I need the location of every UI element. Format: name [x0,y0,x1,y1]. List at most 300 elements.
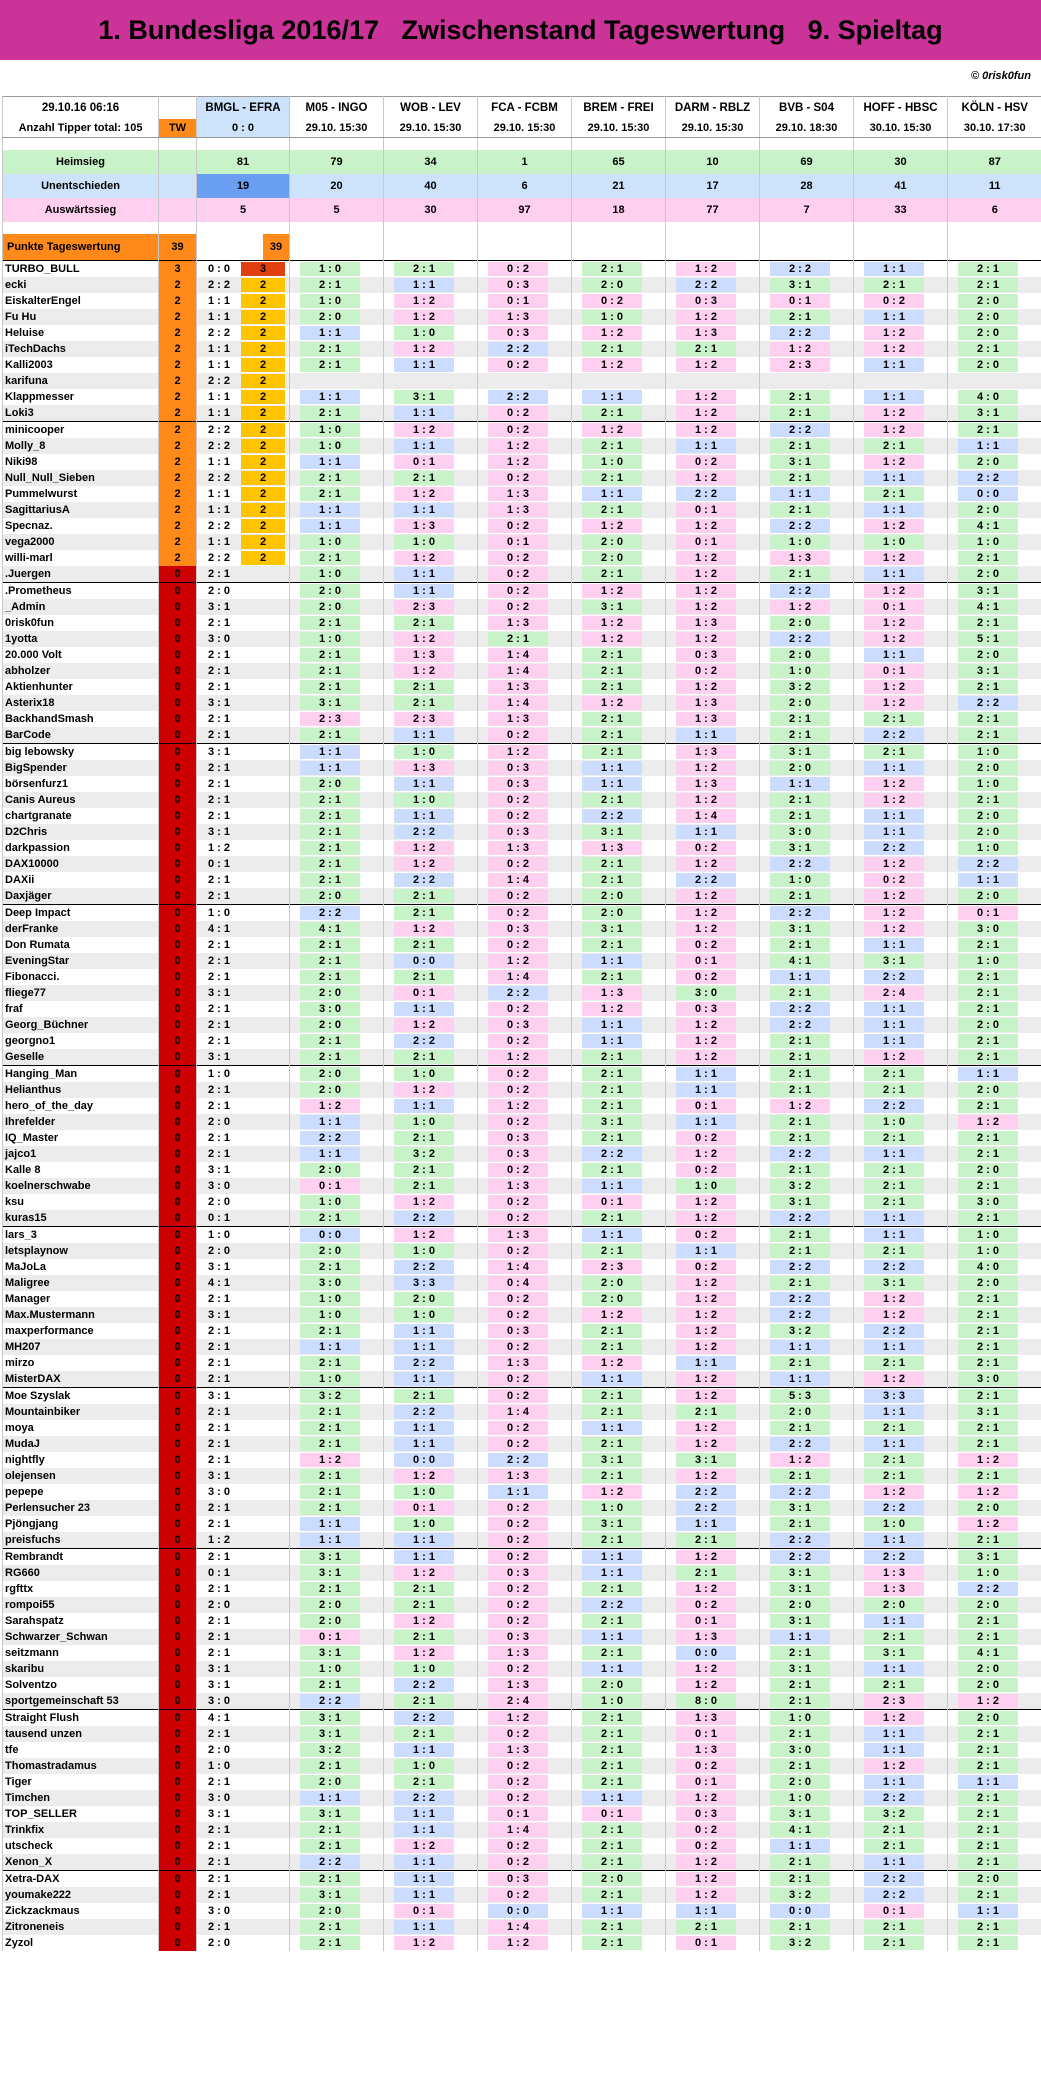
tipper-row [3,1838,1041,1854]
match-tip: 2 : 1 [300,664,360,678]
match-tip: 2 : 2 [770,584,830,598]
match-tip: 2 : 0 [958,294,1018,308]
match-tip: 1 : 2 [582,326,642,340]
tipper-tw: 0 [174,1003,181,1015]
tipper-row [3,422,1041,439]
tipper-row [3,373,1041,389]
bmgl-tip: 3 : 1 [207,1470,230,1482]
tipper-tw: 2 [174,488,181,500]
match-tip: 0 : 2 [488,423,548,437]
match-tip: 1 : 4 [488,970,548,984]
stat-value: 20 [330,180,343,192]
match-tip: 1 : 1 [582,954,642,968]
match-tip: 1 : 2 [394,551,454,565]
match-tip: 2 : 2 [864,1550,924,1564]
match-tip: 2 : 1 [770,1050,830,1064]
match-tip: 1 : 1 [864,1405,924,1419]
match-tip: 2 : 1 [300,278,360,292]
match-tip: 0 : 2 [488,1067,548,1081]
match-tip: 0 : 3 [488,1630,548,1644]
tipper-name: Perlensucher 23 [5,1502,90,1514]
match-tip: 0 : 2 [488,1244,548,1258]
match-tip: 2 : 2 [864,1501,924,1515]
tipper-name: Kalli2003 [5,359,53,371]
match-tip: 1 : 1 [864,1775,924,1789]
tipper-row [3,1130,1041,1146]
match-tip: 1 : 1 [394,503,454,517]
match-tip: 1 : 2 [864,423,924,437]
match-tip: 2 : 1 [958,1034,1018,1048]
match-tip: 2 : 1 [394,471,454,485]
tipper-row [3,325,1041,341]
bmgl-tip: 2 : 1 [207,649,230,661]
match-tip: 1 : 2 [394,423,454,437]
match-tip: 2 : 1 [864,1678,924,1692]
match-tip: 2 : 2 [770,326,830,340]
match-tip: 2 : 1 [582,503,642,517]
bmgl-tip: 3 : 0 [207,1486,230,1498]
tipper-row [3,1806,1041,1822]
points-tw: 39 [171,241,184,253]
tipper-name: georgno1 [5,1035,56,1047]
tipper-tw: 0 [174,1647,181,1659]
match-tip: 2 : 1 [864,745,924,759]
tipper-row [3,1597,1041,1613]
bmgl-tip: 0 : 1 [207,1212,230,1224]
match-tip: 1 : 3 [394,761,454,775]
bmgl-tip: 2 : 1 [207,1341,230,1353]
tipper-row [3,1388,1041,1405]
match-tip: 1 : 0 [582,1694,642,1708]
stat-value: 19 [236,180,250,192]
bmgl-tip: 2 : 2 [207,520,230,532]
match-tip: 0 : 3 [676,1002,736,1016]
tipper-row [3,1484,1041,1500]
match-tip: 3 : 1 [300,1550,360,1564]
tipper-tw: 0 [174,1744,181,1756]
match-tip: 1 : 2 [394,632,454,646]
tipper-tw: 2 [174,359,181,371]
bmgl-points [241,712,285,726]
match-tip: 1 : 1 [864,471,924,485]
match-tip: 2 : 2 [958,857,1018,871]
match-tip: 1 : 1 [864,1147,924,1161]
match-tip: 1 : 2 [676,1147,736,1161]
match-tip: 2 : 1 [394,1582,454,1596]
tipper-tw: 2 [174,295,181,307]
match-tip: 1 : 2 [676,584,736,598]
tipper-name: Zyzol [5,1937,34,1949]
match-tip: 1 : 1 [864,1228,924,1242]
tipper-name: Xenon_X [5,1856,53,1868]
match-tip: 2 : 1 [770,809,830,823]
match-tip: 0 : 3 [488,825,548,839]
match-tip: 1 : 2 [394,1614,454,1628]
bmgl-points [241,1517,285,1531]
tipper-tw: 0 [174,1631,181,1643]
match-time: 30.10. 15:30 [869,122,932,134]
match-tip: 0 : 2 [488,551,548,565]
tipper-name: 0risk0fun [5,617,54,629]
bmgl-points [241,1888,285,1902]
match-tip: 0 : 2 [864,294,924,308]
match-tip: 1 : 0 [864,1115,924,1129]
match-tip: 2 : 1 [958,970,1018,984]
match-tip: 2 : 1 [582,1823,642,1837]
tipper-tw: 0 [174,794,181,806]
match-tip: 2 : 1 [958,1308,1018,1322]
match-tip: 1 : 3 [676,777,736,791]
match-tip: 2 : 1 [864,1920,924,1934]
match-tip: 0 : 2 [488,938,548,952]
match-tip: 1 : 3 [676,745,736,759]
match-tip: 1 : 2 [394,664,454,678]
match-tip: 2 : 2 [394,1405,454,1419]
match-tip: 2 : 1 [394,616,454,630]
match-tip: 2 : 1 [958,680,1018,694]
bmgl-tip: 2 : 2 [207,327,230,339]
tipper-row [3,1549,1041,1566]
match-tip: 1 : 1 [394,1823,454,1837]
tipper-row [3,1339,1041,1355]
tipper-name: MisterDAX [5,1373,61,1385]
tipper-name: _Admin [5,601,46,613]
match-tip: 1 : 2 [864,889,924,903]
match-tip: 2 : 1 [958,1147,1018,1161]
tipper-row [3,1371,1041,1388]
tipper-tw: 0 [174,939,181,951]
tipper-name: TURBO_BULL [5,263,80,275]
match-tip: 2 : 2 [770,857,830,871]
match-tip: 2 : 1 [300,1823,360,1837]
match-tip: 2 : 1 [394,1163,454,1177]
match-tip: 1 : 1 [864,938,924,952]
match-tip: 0 : 2 [676,1598,736,1612]
match-tip: 2 : 1 [770,1469,830,1483]
match-tip: 2 : 4 [488,1694,548,1708]
tipper-row [3,1420,1041,1436]
match-tip: 1 : 2 [676,761,736,775]
stat-value: 18 [612,204,625,216]
bmgl-points: 2 [241,406,285,420]
match-tip: 2 : 2 [394,1711,454,1725]
bmgl-points [241,857,285,871]
match-tip: 1 : 0 [770,535,830,549]
tipper-name: Loki3 [5,407,34,419]
tipper-row [3,1871,1041,1888]
match-tip: 1 : 2 [488,1936,548,1950]
tipper-tw: 0 [174,1905,181,1917]
match-tip: 1 : 3 [488,1179,548,1193]
bmgl-tip: 2 : 0 [207,1116,230,1128]
tipper-tw: 0 [174,858,181,870]
match-tip: 1 : 4 [488,1823,548,1837]
stat-value: 28 [800,180,813,192]
tipper-name: Canis Aureus [5,794,76,806]
match-tip: 2 : 1 [300,1324,360,1338]
bmgl-tip: 2 : 1 [207,762,230,774]
match-tip: 2 : 1 [958,1855,1018,1869]
match-tip: 2 : 1 [958,1421,1018,1435]
match-tip: 4 : 1 [958,600,1018,614]
match-tip: 1 : 0 [300,1308,360,1322]
tipper-row [3,679,1041,695]
match-tip: 1 : 1 [864,390,924,404]
tipper-row [3,1114,1041,1130]
tipper-row [3,534,1041,550]
match-tip: 2 : 1 [582,1067,642,1081]
match-tip: 2 : 0 [958,648,1018,662]
match-tip: 1 : 4 [488,873,548,887]
tipper-name: rgfttx [5,1583,34,1595]
match-tip: 2 : 0 [300,889,360,903]
match-tip [582,374,642,388]
bmgl-points: 2 [241,294,285,308]
match-tip: 1 : 1 [958,1775,1018,1789]
tipper-name: Pjöngjang [5,1518,59,1530]
tipper-name: Asterix18 [5,697,55,709]
points-bmgl: 39 [263,234,289,260]
match-tip: 1 : 1 [582,1018,642,1032]
tipper-tw: 2 [174,375,181,387]
tipper-name: Mountainbiker [5,1406,81,1418]
match-tip: 1 : 2 [676,1872,736,1886]
header-date: 29.10.16 06:16 [41,102,120,114]
match-tip: 2 : 1 [864,1179,924,1193]
tipper-name: Solventzo [5,1679,57,1691]
tipper-name: jajco1 [5,1148,37,1160]
tipper-tw: 0 [174,1824,181,1836]
match-tip: 2 : 0 [958,1678,1018,1692]
match-tip: 0 : 2 [676,1228,736,1242]
bmgl-tip: 2 : 1 [207,1921,230,1933]
match-tip: 3 : 1 [300,1711,360,1725]
match-tip: 2 : 1 [864,1195,924,1209]
match-tip: 2 : 1 [770,712,830,726]
match-tip: 2 : 1 [394,1727,454,1741]
match-tip: 1 : 1 [394,1002,454,1016]
match-tip: 1 : 4 [488,648,548,662]
tipper-name: Hanging_Man [5,1068,78,1080]
match-tip: 1 : 1 [300,1115,360,1129]
bmgl-points [241,1904,285,1918]
match-tip: 2 : 1 [300,648,360,662]
match-tip: 2 : 2 [394,1678,454,1692]
tipper-name: lars_3 [5,1229,37,1241]
tipper-tw: 0 [174,1390,181,1402]
match-tip: 2 : 1 [394,262,454,276]
tipper-tw: 0 [174,1100,181,1112]
match-tip: 2 : 1 [300,873,360,887]
bmgl-points [241,1839,285,1853]
bmgl-tip: 2 : 1 [207,1325,230,1337]
bmgl-tip: 2 : 1 [207,1035,230,1047]
match-tip: 2 : 1 [582,1759,642,1773]
match-tip: 2 : 1 [394,889,454,903]
match-tip: 3 : 1 [582,1115,642,1129]
match-tip: 1 : 0 [770,1711,830,1725]
bmgl-points [241,1437,285,1451]
stat-value: 17 [706,180,719,192]
tipper-tw: 0 [174,778,181,790]
tipper-name: TOP_SELLER [5,1808,77,1820]
match-tip: 2 : 0 [582,889,642,903]
tipper-row [3,1243,1041,1259]
match-tip: 0 : 2 [488,1533,548,1547]
match-tip: 3 : 2 [770,1888,830,1902]
match-tip: 2 : 1 [770,439,830,453]
bmgl-points: 2 [241,423,285,437]
match-tip: 2 : 2 [770,906,830,920]
match-tip: 1 : 2 [488,1050,548,1064]
match-tip: 2 : 2 [770,1147,830,1161]
bmgl-tip: 1 : 0 [207,1229,230,1241]
tipper-row [3,357,1041,373]
match-tip: 1 : 1 [864,358,924,372]
tipper-row [3,486,1041,502]
match-tip: 2 : 1 [958,793,1018,807]
match-tip: 2 : 1 [300,1759,360,1773]
stat-value: 11 [988,180,1001,192]
match-tip: 2 : 2 [770,1018,830,1032]
match-tip: 1 : 1 [864,1533,924,1547]
tipper-tw: 0 [174,874,181,886]
tipper-name: willi-marl [5,552,53,564]
match-tip: 3 : 0 [770,1743,830,1757]
match-tip: 2 : 1 [300,1839,360,1853]
match-tip: 2 : 0 [300,1598,360,1612]
match-tip: 3 : 1 [770,922,830,936]
match-tip: 0 : 1 [676,1614,736,1628]
match-tip: 1 : 2 [676,889,736,903]
match-tip: 2 : 0 [300,1083,360,1097]
match-tip: 2 : 2 [394,1211,454,1225]
match-tip: 1 : 2 [770,1453,830,1467]
tipper-tw: 0 [174,1615,181,1627]
match-tip: 3 : 1 [864,1646,924,1660]
match-tip: 1 : 1 [394,728,454,742]
match-tip: 2 : 1 [864,1823,924,1837]
match-tip: 1 : 2 [394,1018,454,1032]
bmgl-tip: 3 : 1 [207,826,230,838]
bmgl-points [241,1711,285,1725]
match-tip: 2 : 1 [582,471,642,485]
tipper-row [3,1758,1041,1774]
match-tip: 0 : 2 [488,1211,548,1225]
tipper-name: MH207 [5,1341,41,1353]
match-tip: 1 : 3 [394,519,454,533]
match-tip: 1 : 1 [394,1324,454,1338]
match-tip: 1 : 1 [300,1791,360,1805]
match-tip: 1 : 2 [676,262,736,276]
match-tip: 0 : 2 [488,1308,548,1322]
match-tip: 4 : 1 [300,922,360,936]
match-tip: 2 : 1 [958,1437,1018,1451]
match-tip: 0 : 3 [676,294,736,308]
bmgl-points [241,1115,285,1129]
match-tip: 0 : 2 [488,1163,548,1177]
bmgl-tip: 1 : 2 [207,1534,230,1546]
tipper-tw: 2 [174,504,181,516]
match-tip: 0 : 2 [488,793,548,807]
match-tip: 1 : 1 [394,1872,454,1886]
bmgl-tip: 2 : 1 [207,729,230,741]
match-tip: 2 : 1 [676,1566,736,1580]
tipper-tw: 0 [174,1695,181,1707]
tipper-tw: 0 [174,729,181,741]
match-tip: 1 : 0 [300,1372,360,1386]
match-tip: 2 : 1 [394,1050,454,1064]
match-tip: 2 : 1 [582,680,642,694]
match-tip: 1 : 3 [676,696,736,710]
tipper-tw: 0 [174,601,181,613]
bmgl-points [241,1034,285,1048]
bmgl-points [241,1421,285,1435]
tipper-row [3,566,1041,583]
match-tip: 2 : 1 [958,1099,1018,1113]
match-tip: 1 : 1 [394,278,454,292]
match-tip: 2 : 0 [958,761,1018,775]
match-tip: 1 : 3 [488,1356,548,1370]
bmgl-points [241,1872,285,1886]
tipper-row [3,1613,1041,1629]
match-tip: 1 : 1 [394,1340,454,1354]
tipper-name: Pummelwurst [5,488,78,500]
match-tip: 1 : 1 [582,1550,642,1564]
tipper-row [3,518,1041,534]
match-tip: 1 : 1 [958,439,1018,453]
match-tip: 3 : 2 [770,1324,830,1338]
match-tip: 2 : 1 [582,970,642,984]
match-tip: 0 : 3 [488,1018,548,1032]
match-tip: 0 : 3 [488,1324,548,1338]
tipper-tw: 0 [174,1776,181,1788]
match-tip: 0 : 3 [488,1147,548,1161]
match-tip: 2 : 2 [770,1485,830,1499]
match-tip: 2 : 0 [300,777,360,791]
match-tip: 1 : 2 [582,616,642,630]
match-tip: 0 : 2 [488,584,548,598]
bmgl-tip: 1 : 1 [207,343,230,355]
match-tip: 0 : 2 [488,728,548,742]
match-tip: 2 : 0 [958,455,1018,469]
match-tip: 2 : 1 [582,1775,642,1789]
match-tip: 0 : 1 [300,1630,360,1644]
tipper-name: kuras15 [5,1212,47,1224]
tipper-row [3,293,1041,309]
tipper-row [3,647,1041,663]
match-tip: 2 : 1 [394,1131,454,1145]
match-tip: 2 : 0 [958,1276,1018,1290]
match-tip: 1 : 1 [582,1421,642,1435]
match-tip: 1 : 2 [676,1034,736,1048]
standings-table [2,96,1041,1951]
match-tip: 3 : 1 [770,1195,830,1209]
match-tip: 2 : 0 [958,358,1018,372]
match-tip: 1 : 4 [488,696,548,710]
match-tip: 2 : 0 [300,1244,360,1258]
tipper-name: minicooper [5,424,65,436]
tipper-row [3,550,1041,566]
match-tip: 1 : 1 [864,1002,924,1016]
match-tip: 3 : 1 [864,954,924,968]
match-tip: 1 : 0 [300,294,360,308]
match-tip: 1 : 2 [864,1711,924,1725]
match-tip: 2 : 0 [958,809,1018,823]
match-tip: 1 : 2 [488,1099,548,1113]
match-tip: 1 : 3 [676,1743,736,1757]
match-tip: 2 : 1 [864,1163,924,1177]
